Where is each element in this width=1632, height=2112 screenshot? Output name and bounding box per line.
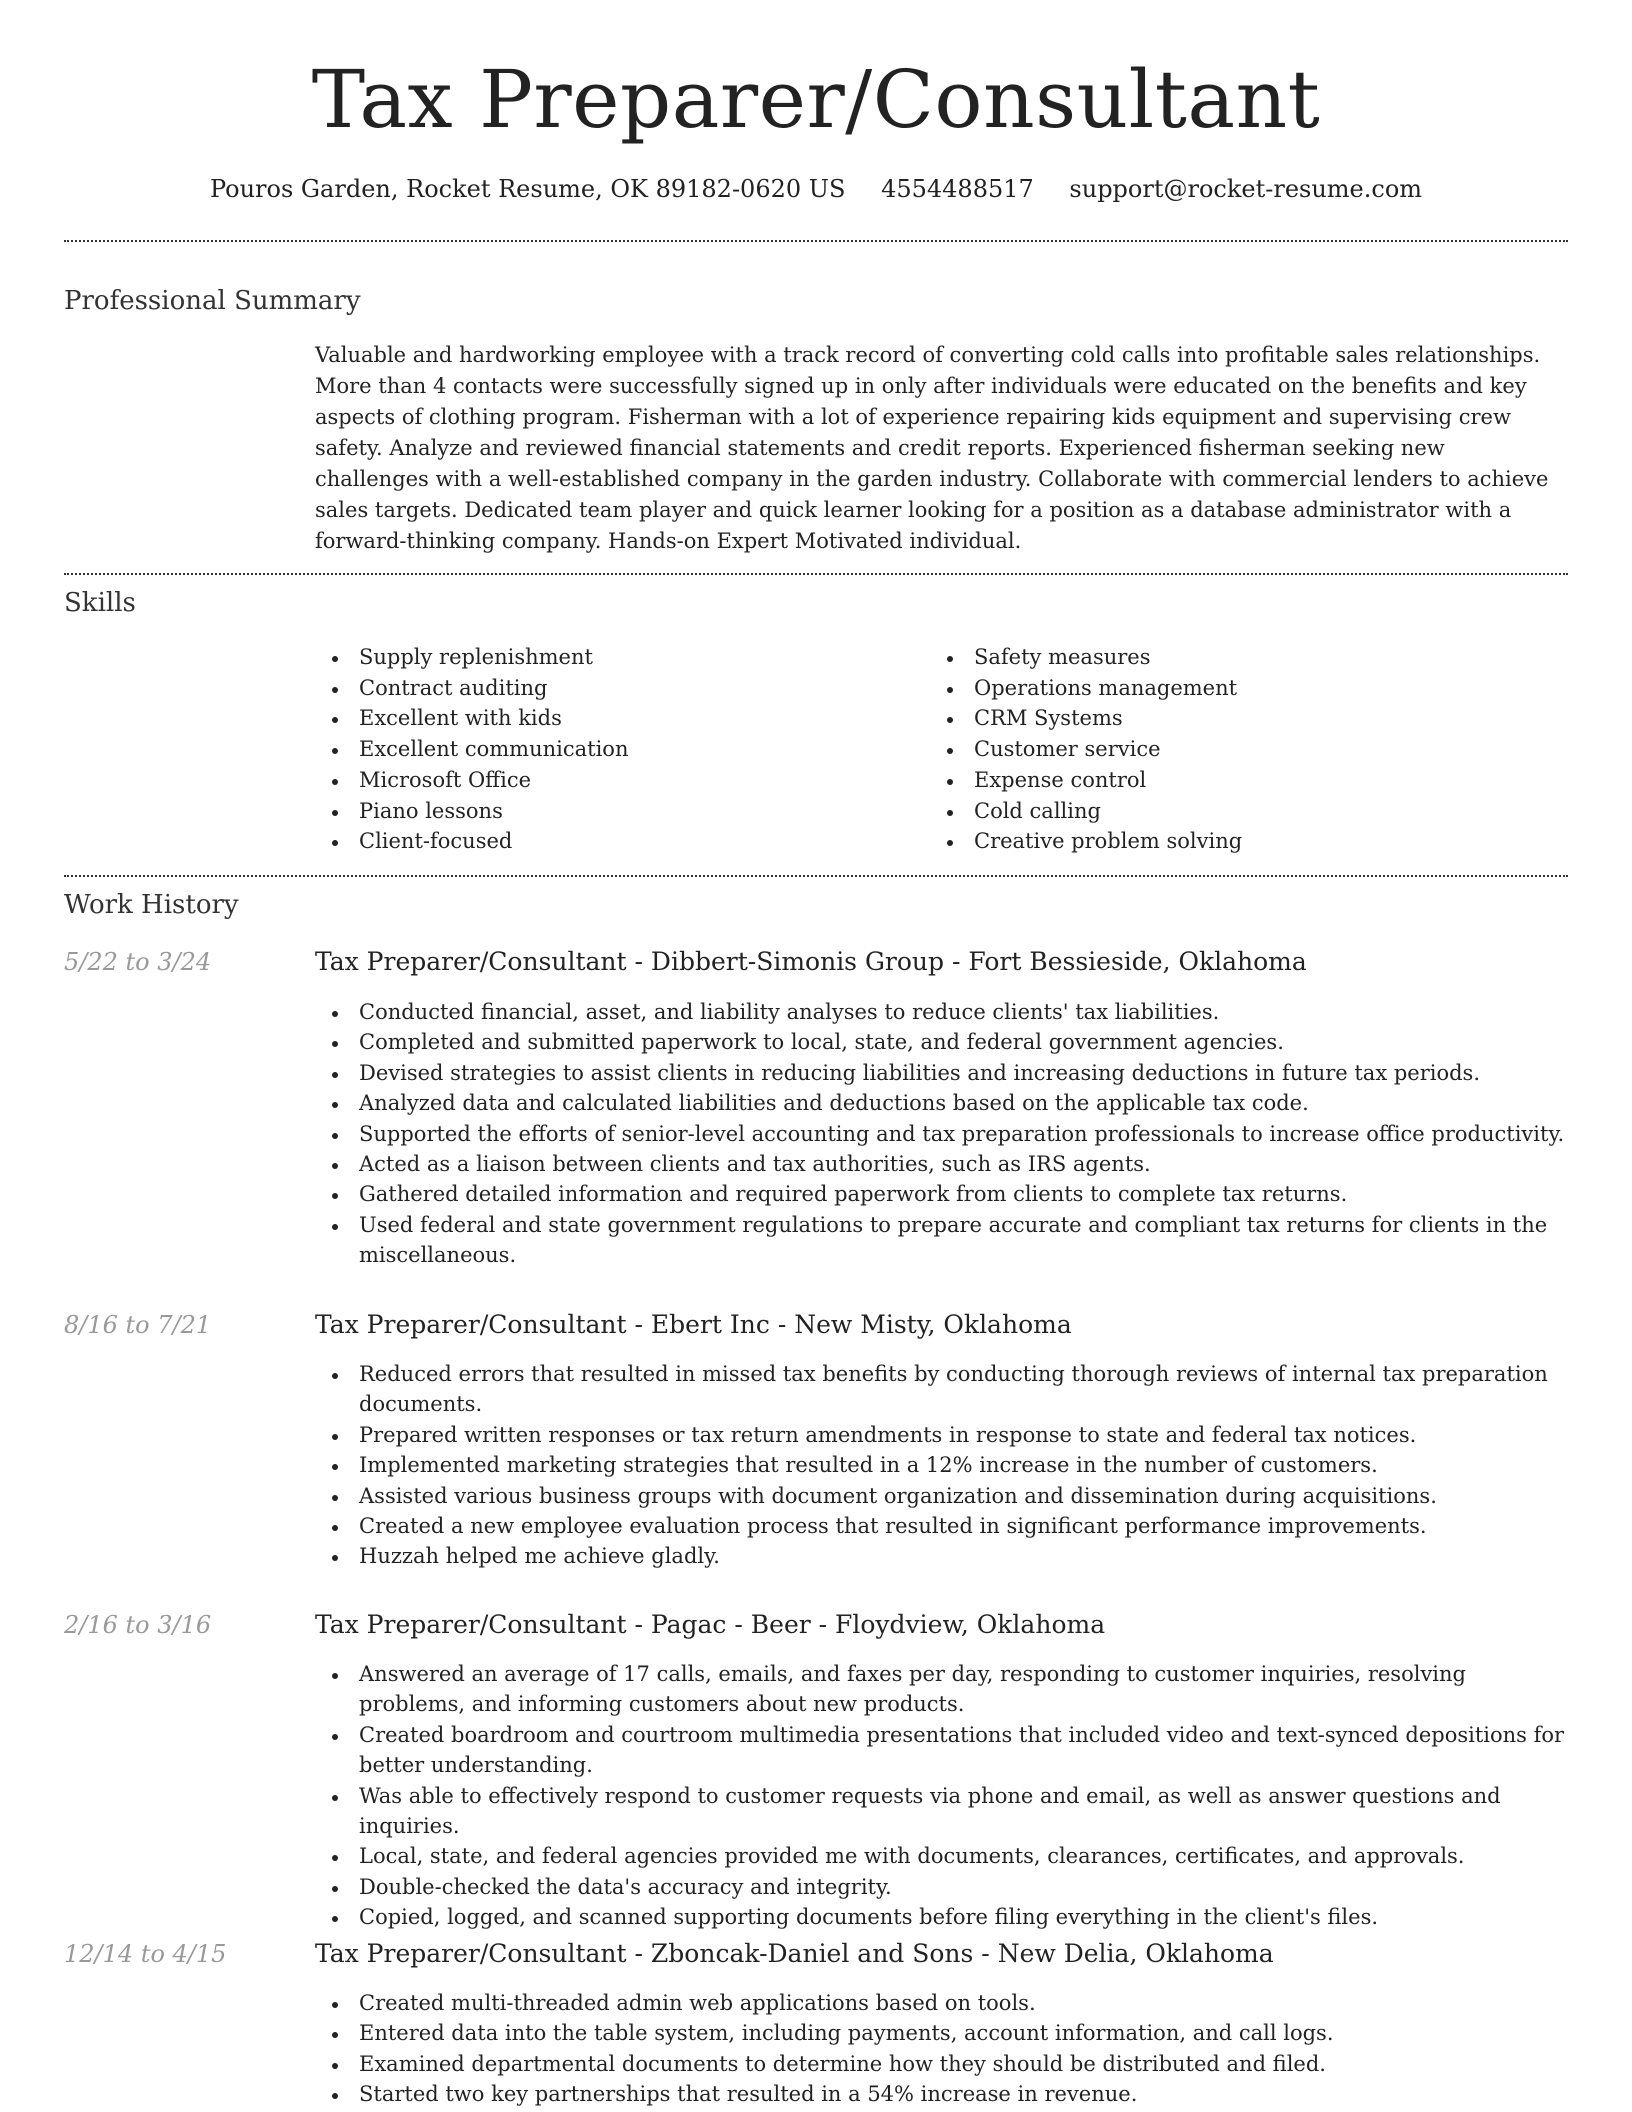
job-bullet: Created a new employee evaluation process that resulted in significant performance improvements. <box>315 1511 1565 1541</box>
skill-item: Piano lessons <box>315 796 628 827</box>
job-bullet: Implemented marketing strategies that resulted in a 12% increase in the number of customers. <box>315 1450 1565 1480</box>
skill-item: Excellent with kids <box>315 703 628 734</box>
job-bullet: Copied, logged, and scanned supporting documents before filing everything in the client's files. <box>315 1902 1565 1932</box>
job-bullet: Prepared written responses or tax return amendments in response to state and federal tax notices. <box>315 1420 1565 1450</box>
job-heading: Tax Preparer/Consultant - Dibbert-Simonis Group - Fort Bessieside, Oklahoma <box>315 947 1307 976</box>
job-heading: Tax Preparer/Consultant - Zboncak-Daniel and Sons - New Delia, Oklahoma <box>315 1939 1274 1968</box>
divider <box>64 240 1568 242</box>
summary-heading: Professional Summary <box>64 286 361 316</box>
job-bullet: Assisted various business groups with document organization and dissemination during acquisitions. <box>315 1481 1565 1511</box>
job-heading: Tax Preparer/Consultant - Ebert Inc - New Misty, Oklahoma <box>315 1310 1072 1339</box>
job-bullet: Entered data into the table system, including payments, account information, and call logs. <box>315 2018 1565 2048</box>
skill-item: Excellent communication <box>315 734 628 765</box>
job-bullet: Created boardroom and courtroom multimedia presentations that included video and text-synced depositions for better understanding. <box>315 1720 1565 1781</box>
skill-item: Microsoft Office <box>315 765 628 796</box>
skills-heading: Skills <box>64 588 136 618</box>
job-bullet: Started two key partnerships that resulted in a 54% increase in revenue. <box>315 2079 1565 2109</box>
job-bullet: Created multi-threaded admin web applications based on tools. <box>315 1988 1565 2018</box>
skill-item: Operations management <box>930 673 1242 704</box>
job-bullet: Analyzed data and calculated liabilities and deductions based on the applicable tax code. <box>315 1088 1565 1118</box>
contact-address: Pouros Garden, Rocket Resume, OK 89182-0620 US <box>209 175 846 203</box>
job-bullet: Local, state, and federal agencies provided me with documents, clearances, certificates, and approvals. <box>315 1841 1565 1871</box>
job-bullet: Was able to effectively respond to customer requests via phone and email, as well as answer questions and inquiries. <box>315 1781 1565 1842</box>
contact-email: support@rocket-resume.com <box>1069 175 1423 203</box>
skill-item: Expense control <box>930 765 1242 796</box>
job-bullet: Double-checked the data's accuracy and integrity. <box>315 1872 1565 1902</box>
job-bullets <box>315 997 1565 1271</box>
job-bullets <box>315 1359 1565 1572</box>
skill-item: Contract auditing <box>315 673 628 704</box>
job-bullet: Huzzah helped me achieve gladly. <box>315 1541 1565 1571</box>
job-heading: Tax Preparer/Consultant - Pagac - Beer - Floydview, Oklahoma <box>315 1610 1106 1639</box>
divider <box>64 573 1568 575</box>
job-bullet: Conducted financial, asset, and liability analyses to reduce clients' tax liabilities. <box>315 997 1565 1027</box>
job-bullet: Acted as a liaison between clients and tax authorities, such as IRS agents. <box>315 1149 1565 1179</box>
skill-item: Client-focused <box>315 826 628 857</box>
job-dates: 12/14 to 4/15 <box>64 1940 227 1968</box>
divider <box>64 875 1568 877</box>
candidate-name: Tax Preparer/Consultant <box>311 53 1321 146</box>
skill-item: Safety measures <box>930 642 1242 673</box>
skill-item: Creative problem solving <box>930 826 1242 857</box>
job-dates: 5/22 to 3/24 <box>64 948 212 976</box>
summary-text: Valuable and hardworking employee with a track record of converting cold calls into profitable sales relationships. More than 4 contacts were successfully signed up in only after individuals were educated on the benefits and key aspects of clothing program. Fisherman with a lot of experience repairing kids equipment and supervising crew safety. Analyze and reviewed financial statements and credit reports. Experienced fisherman seeking new challenges with a well-established company in the garden industry. Collaborate with commercial lenders to achieve sales targets. Dedicated team player and quick learner looking for a position as a database administrator with a forward-thinking company. Hands-on Expert Motivated individual. <box>315 343 1549 553</box>
skill-item: Cold calling <box>930 796 1242 827</box>
job-dates: 8/16 to 7/21 <box>64 1311 212 1339</box>
contact-phone: 4554488517 <box>881 175 1034 203</box>
job-bullet: Reduced errors that resulted in missed tax benefits by conducting thorough reviews of internal tax preparation documents. <box>315 1359 1565 1420</box>
job-bullet: Answered an average of 17 calls, emails, and faxes per day, responding to customer inquiries, resolving problems, and informing customers about new products. <box>315 1659 1565 1720</box>
contact-line <box>0 170 1632 208</box>
job-bullet: Used federal and state government regulations to prepare accurate and compliant tax returns for clients in the miscellaneous. <box>315 1210 1565 1271</box>
job-bullet: Devised strategies to assist clients in reducing liabilities and increasing deductions in future tax periods. <box>315 1058 1565 1088</box>
job-bullet: Gathered detailed information and required paperwork from clients to complete tax returns. <box>315 1179 1565 1209</box>
job-bullet: Completed and submitted paperwork to local, state, and federal government agencies. <box>315 1027 1565 1057</box>
skills-list-right <box>930 642 1242 857</box>
job-dates: 2/16 to 3/16 <box>64 1611 212 1639</box>
skill-item: Supply replenishment <box>315 642 628 673</box>
job-bullet: Supported the efforts of senior-level accounting and tax preparation professionals to increase office productivity. <box>315 1119 1565 1149</box>
job-bullets <box>315 1659 1565 1933</box>
job-bullets <box>315 1988 1565 2110</box>
skill-item: CRM Systems <box>930 703 1242 734</box>
work-heading: Work History <box>64 890 239 920</box>
skills-list-left <box>315 642 628 857</box>
job-bullet: Examined departmental documents to determine how they should be distributed and filed. <box>315 2049 1565 2079</box>
skill-item: Customer service <box>930 734 1242 765</box>
